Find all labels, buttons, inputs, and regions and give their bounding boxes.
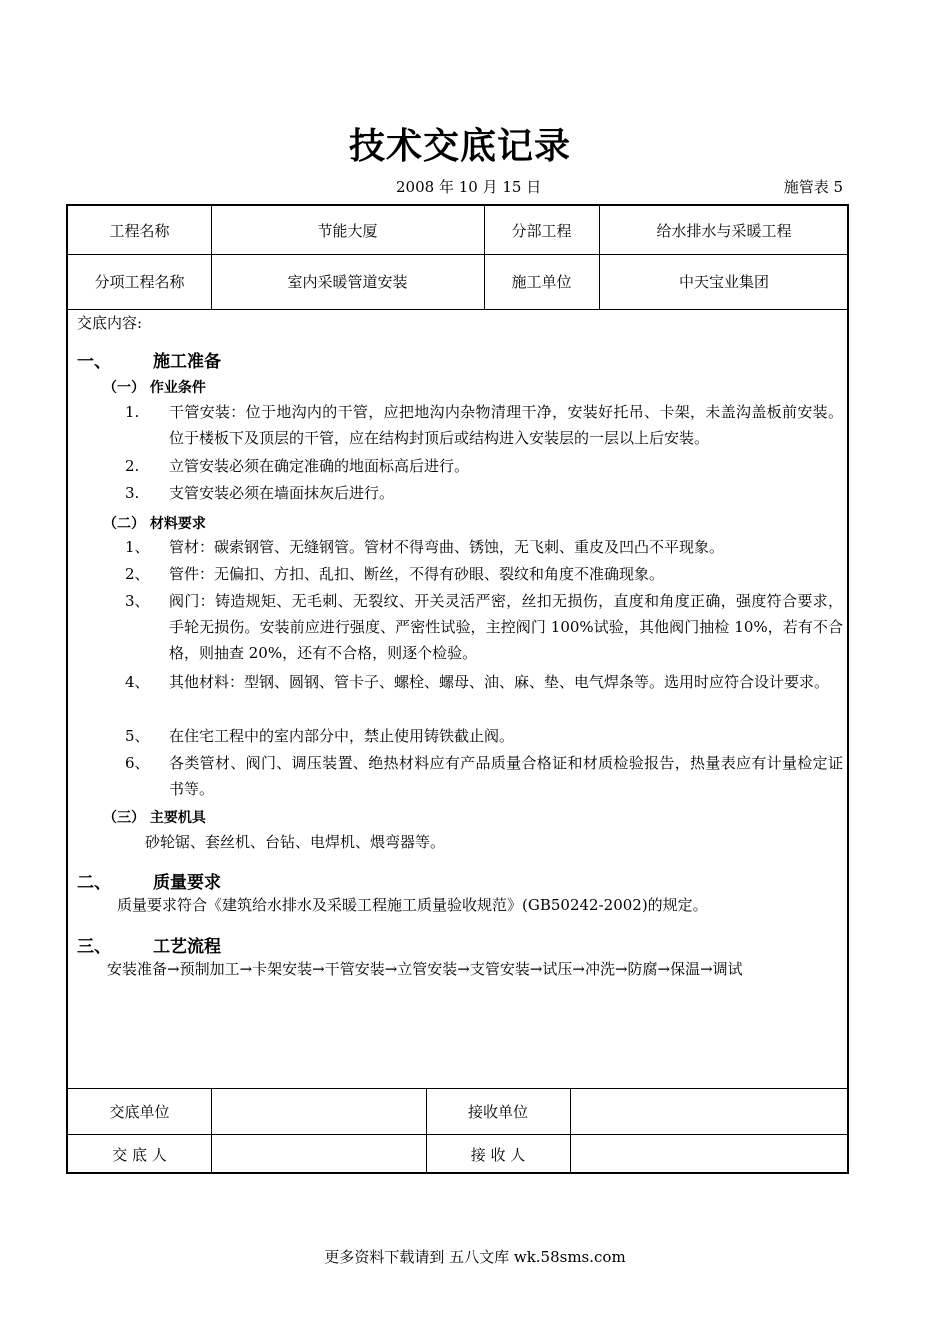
subsection-title: （二） 材料要求 (103, 516, 206, 532)
divider (68, 309, 847, 310)
item-number: 1. (125, 403, 140, 421)
item-text: 阀门：铸造规矩、无毛刺、无裂纹、开关灵活严密，丝扣无损伤，直度和角度正确，强度符合要求，手轮无损伤。安装前应进行强度、严密性试验，主控阀门 100%试验，其他阀门抽检 10%，若有不合格，则抽查 20%，还有不合格，则逐个检验。 (169, 592, 843, 662)
item-number: 1、 (125, 538, 150, 556)
item-number: 3、 (125, 592, 150, 610)
subitem-label: 分项工程名称 (94, 273, 185, 291)
item-number: 2、 (125, 565, 150, 583)
item-number: 3. (125, 484, 140, 502)
item-text: 在住宅工程中的室内部分中，禁止使用铸铁截止阀。 (169, 727, 515, 745)
item-number: 5、 (125, 727, 150, 745)
subsection-title: （一） 作业条件 (103, 380, 206, 396)
receiver-unit-label: 接收单位 (467, 1102, 528, 1121)
contractor-value: 中天宝业集团 (678, 273, 769, 291)
date: 2008 年 10 月 15 日 (396, 178, 542, 196)
record-form (66, 204, 849, 1174)
item-text: 各类管材、阀门、调压装置、绝热材料应有产品质量合格证和材质检验报告，热量表应有计量检定证书等。 (169, 754, 843, 798)
divider (570, 1088, 571, 1174)
footer-link-text: 更多资料下载请到 五八文库 wk.58sms.com (324, 1248, 626, 1266)
division-value: 给水排水与采暖工程 (656, 221, 792, 240)
giver-unit-label: 交底单位 (109, 1102, 170, 1121)
subsection-title: （三） 主要机具 (103, 810, 206, 826)
division-label: 分部工程 (511, 221, 572, 240)
process-flow-text: 安装准备→预制加工→卡架安装→干管安装→立管安装→支管安装→试压→冲洗→防腐→保温→调试 (107, 960, 743, 978)
item-text: 其他材料：型钢、圆钢、管卡子、螺栓、螺母、油、麻、垫、电气焊条等。选用时应符合设计要求。 (169, 673, 830, 691)
project-name-label: 工程名称 (109, 221, 170, 240)
section-number: 三、 (77, 937, 111, 957)
quality-text: 质量要求符合《建筑给水排水及采暖工程施工质量验收规范》(GB50242-2002)的规定。 (117, 896, 708, 914)
giver-person-label: 交 底 人 (112, 1145, 167, 1164)
section-title: 工艺流程 (153, 937, 221, 957)
item-number: 2. (125, 457, 140, 475)
subitem-value: 室内采暖管道安装 (287, 273, 408, 291)
tools-text: 砂轮锯、套丝机、台钻、电焊机、煨弯器等。 (145, 833, 446, 851)
form-number: 施管表 5 (783, 178, 843, 196)
section-number: 一、 (77, 352, 111, 372)
item-text: 干管安装：位于地沟内的干管，应把地沟内杂物清理干净，安装好托吊、卡架，未盖沟盖板前安装。位于楼板下及顶层的干管，应在结构封顶后或结构进入安装层的一层以上后安装。 (169, 403, 843, 447)
section-title: 质量要求 (153, 873, 221, 893)
item-text: 管材：碳索钢管、无缝钢管。管材不得弯曲、锈蚀，无飞刺、重皮及凹凸不平现象。 (169, 538, 725, 556)
item-number: 4、 (125, 673, 150, 691)
item-text: 支管安装必须在墙面抹灰后进行。 (169, 484, 395, 502)
content-label: 交底内容: (77, 314, 143, 332)
item-text: 立管安装必须在确定准确的地面标高后进行。 (169, 457, 470, 475)
list-item (77, 399, 843, 451)
section-number: 二、 (77, 873, 111, 893)
item-text: 管件：无偏扣、方扣、乱扣、断丝，不得有砂眼、裂纹和角度不准确现象。 (169, 565, 665, 583)
project-name-value: 节能大厦 (317, 221, 378, 240)
section-title: 施工准备 (153, 352, 221, 372)
divider (211, 1088, 212, 1174)
document-title: 技术交底记录 (348, 126, 571, 167)
item-number: 6、 (125, 754, 150, 772)
receiver-person-label: 接 收 人 (470, 1145, 526, 1164)
contractor-label: 施工单位 (511, 273, 572, 291)
